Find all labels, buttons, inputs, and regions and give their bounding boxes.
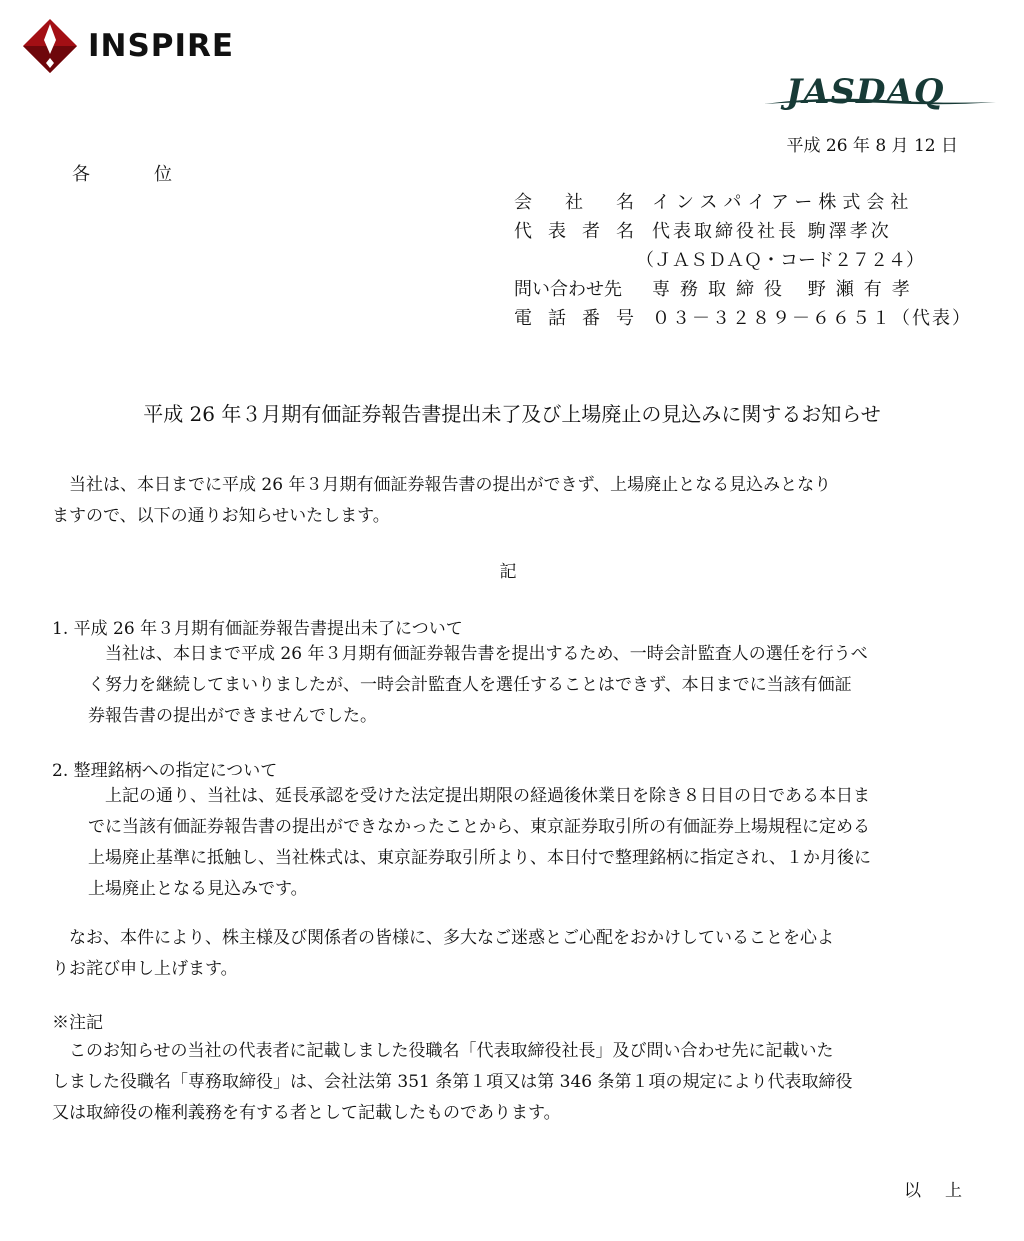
info-row-code bbox=[514, 246, 924, 272]
end-part2: 上 bbox=[945, 1181, 962, 1201]
note-line: このお知らせの当社の代表者に記載しました役職名「代表取締役社長」及び問い合わせ先に記載いた bbox=[52, 1041, 834, 1061]
recipients-part1: 各 bbox=[72, 164, 90, 185]
recipients-part2: 位 bbox=[154, 164, 172, 185]
note-line: 又は取締役の権利義務を有する者として記載したものであります。 bbox=[52, 1103, 561, 1123]
intro-line: 当社は、本日までに平成 26 年３月期有価証券報告書の提出ができず、上場廃止となる見込みとなり bbox=[52, 475, 832, 495]
info-row-representative bbox=[514, 217, 892, 243]
section-1-body bbox=[88, 639, 964, 732]
end-part1: 以 bbox=[904, 1181, 921, 1201]
inspire-wordmark: INSPIRE bbox=[88, 28, 235, 64]
inspire-logo bbox=[22, 18, 262, 76]
section-1-line: 当社は、本日まで平成 26 年３月期有価証券報告書を提出するため、一時会計監査人の選任を行うべ bbox=[88, 644, 868, 664]
closing-line: りお詫び申し上げます。 bbox=[52, 959, 238, 979]
jasdaq-logo bbox=[764, 72, 996, 114]
info-label: 代表者名 bbox=[514, 221, 634, 242]
section-1-heading: 1. 平成 26 年３月期有価証券報告書提出未了について bbox=[52, 619, 463, 639]
info-label: 会社名 bbox=[514, 192, 634, 213]
info-value: （ＪＡＳＤＡＱ・コード２７２４） bbox=[636, 250, 924, 271]
info-label: 電話番号 bbox=[514, 308, 634, 329]
info-value: 専務取締役 野瀬有孝 bbox=[652, 279, 920, 300]
section-1-line: 券報告書の提出ができませんでした。 bbox=[88, 706, 377, 726]
document-date: 平成 26 年 8 月 12 日 bbox=[786, 136, 958, 156]
note-heading: ※注記 bbox=[52, 1013, 103, 1033]
document-title: 平成 26 年３月期有価証券報告書提出未了及び上場廃止の見込みに関するお知らせ bbox=[143, 402, 881, 426]
ki-heading: 記 bbox=[499, 562, 517, 582]
inspire-diamond-icon bbox=[22, 18, 78, 74]
section-2-heading: 2. 整理銘柄への指定について bbox=[52, 761, 278, 781]
section-2-line: 上場廃止基準に抵触し、当社株式は、東京証券取引所より、本日付で整理銘柄に指定され、１か月後に bbox=[88, 848, 872, 868]
jasdaq-wordmark: JASDAQ bbox=[786, 72, 945, 112]
info-value: ０３－３２８９－６６５１（代表） bbox=[652, 308, 972, 329]
note-body bbox=[52, 1036, 952, 1129]
intro-paragraph bbox=[52, 470, 964, 532]
info-row-contact bbox=[514, 275, 920, 301]
info-label: 問い合わせ先 bbox=[514, 279, 622, 300]
info-row-phone bbox=[514, 304, 972, 330]
section-2-line: 上記の通り、当社は、延長承認を受けた法定提出期限の経過後休業日を除き８日目の日である本日ま bbox=[88, 786, 870, 806]
section-1-line: く努力を継続してまいりましたが、一時会計監査人を選任することはできず、本日までに当該有価証 bbox=[88, 675, 852, 695]
section-2-line: でに当該有価証券報告書の提出ができなかったことから、東京証券取引所の有価証券上場規程に定める bbox=[88, 817, 870, 837]
section-2-body bbox=[88, 781, 964, 905]
info-row-company bbox=[514, 188, 914, 214]
info-value: インスパイアー株式会社 bbox=[652, 192, 915, 213]
closing-paragraph bbox=[52, 923, 952, 985]
section-2-line: 上場廃止となる見込みです。 bbox=[88, 879, 308, 899]
note-line: しました役職名「専務取締役」は、会社法第 351 条第１項又は第 346 条第１項の規定により代表取締役 bbox=[52, 1072, 853, 1092]
end-mark bbox=[904, 1178, 962, 1205]
info-value: 代表取締役社長 駒澤孝次 bbox=[652, 221, 892, 242]
intro-line: ますので、以下の通りお知らせいたします。 bbox=[52, 506, 390, 526]
recipients bbox=[72, 161, 172, 188]
closing-line: なお、本件により、株主様及び関係者の皆様に、多大なご迷惑とご心配をおかけしていることを心よ bbox=[52, 928, 834, 948]
